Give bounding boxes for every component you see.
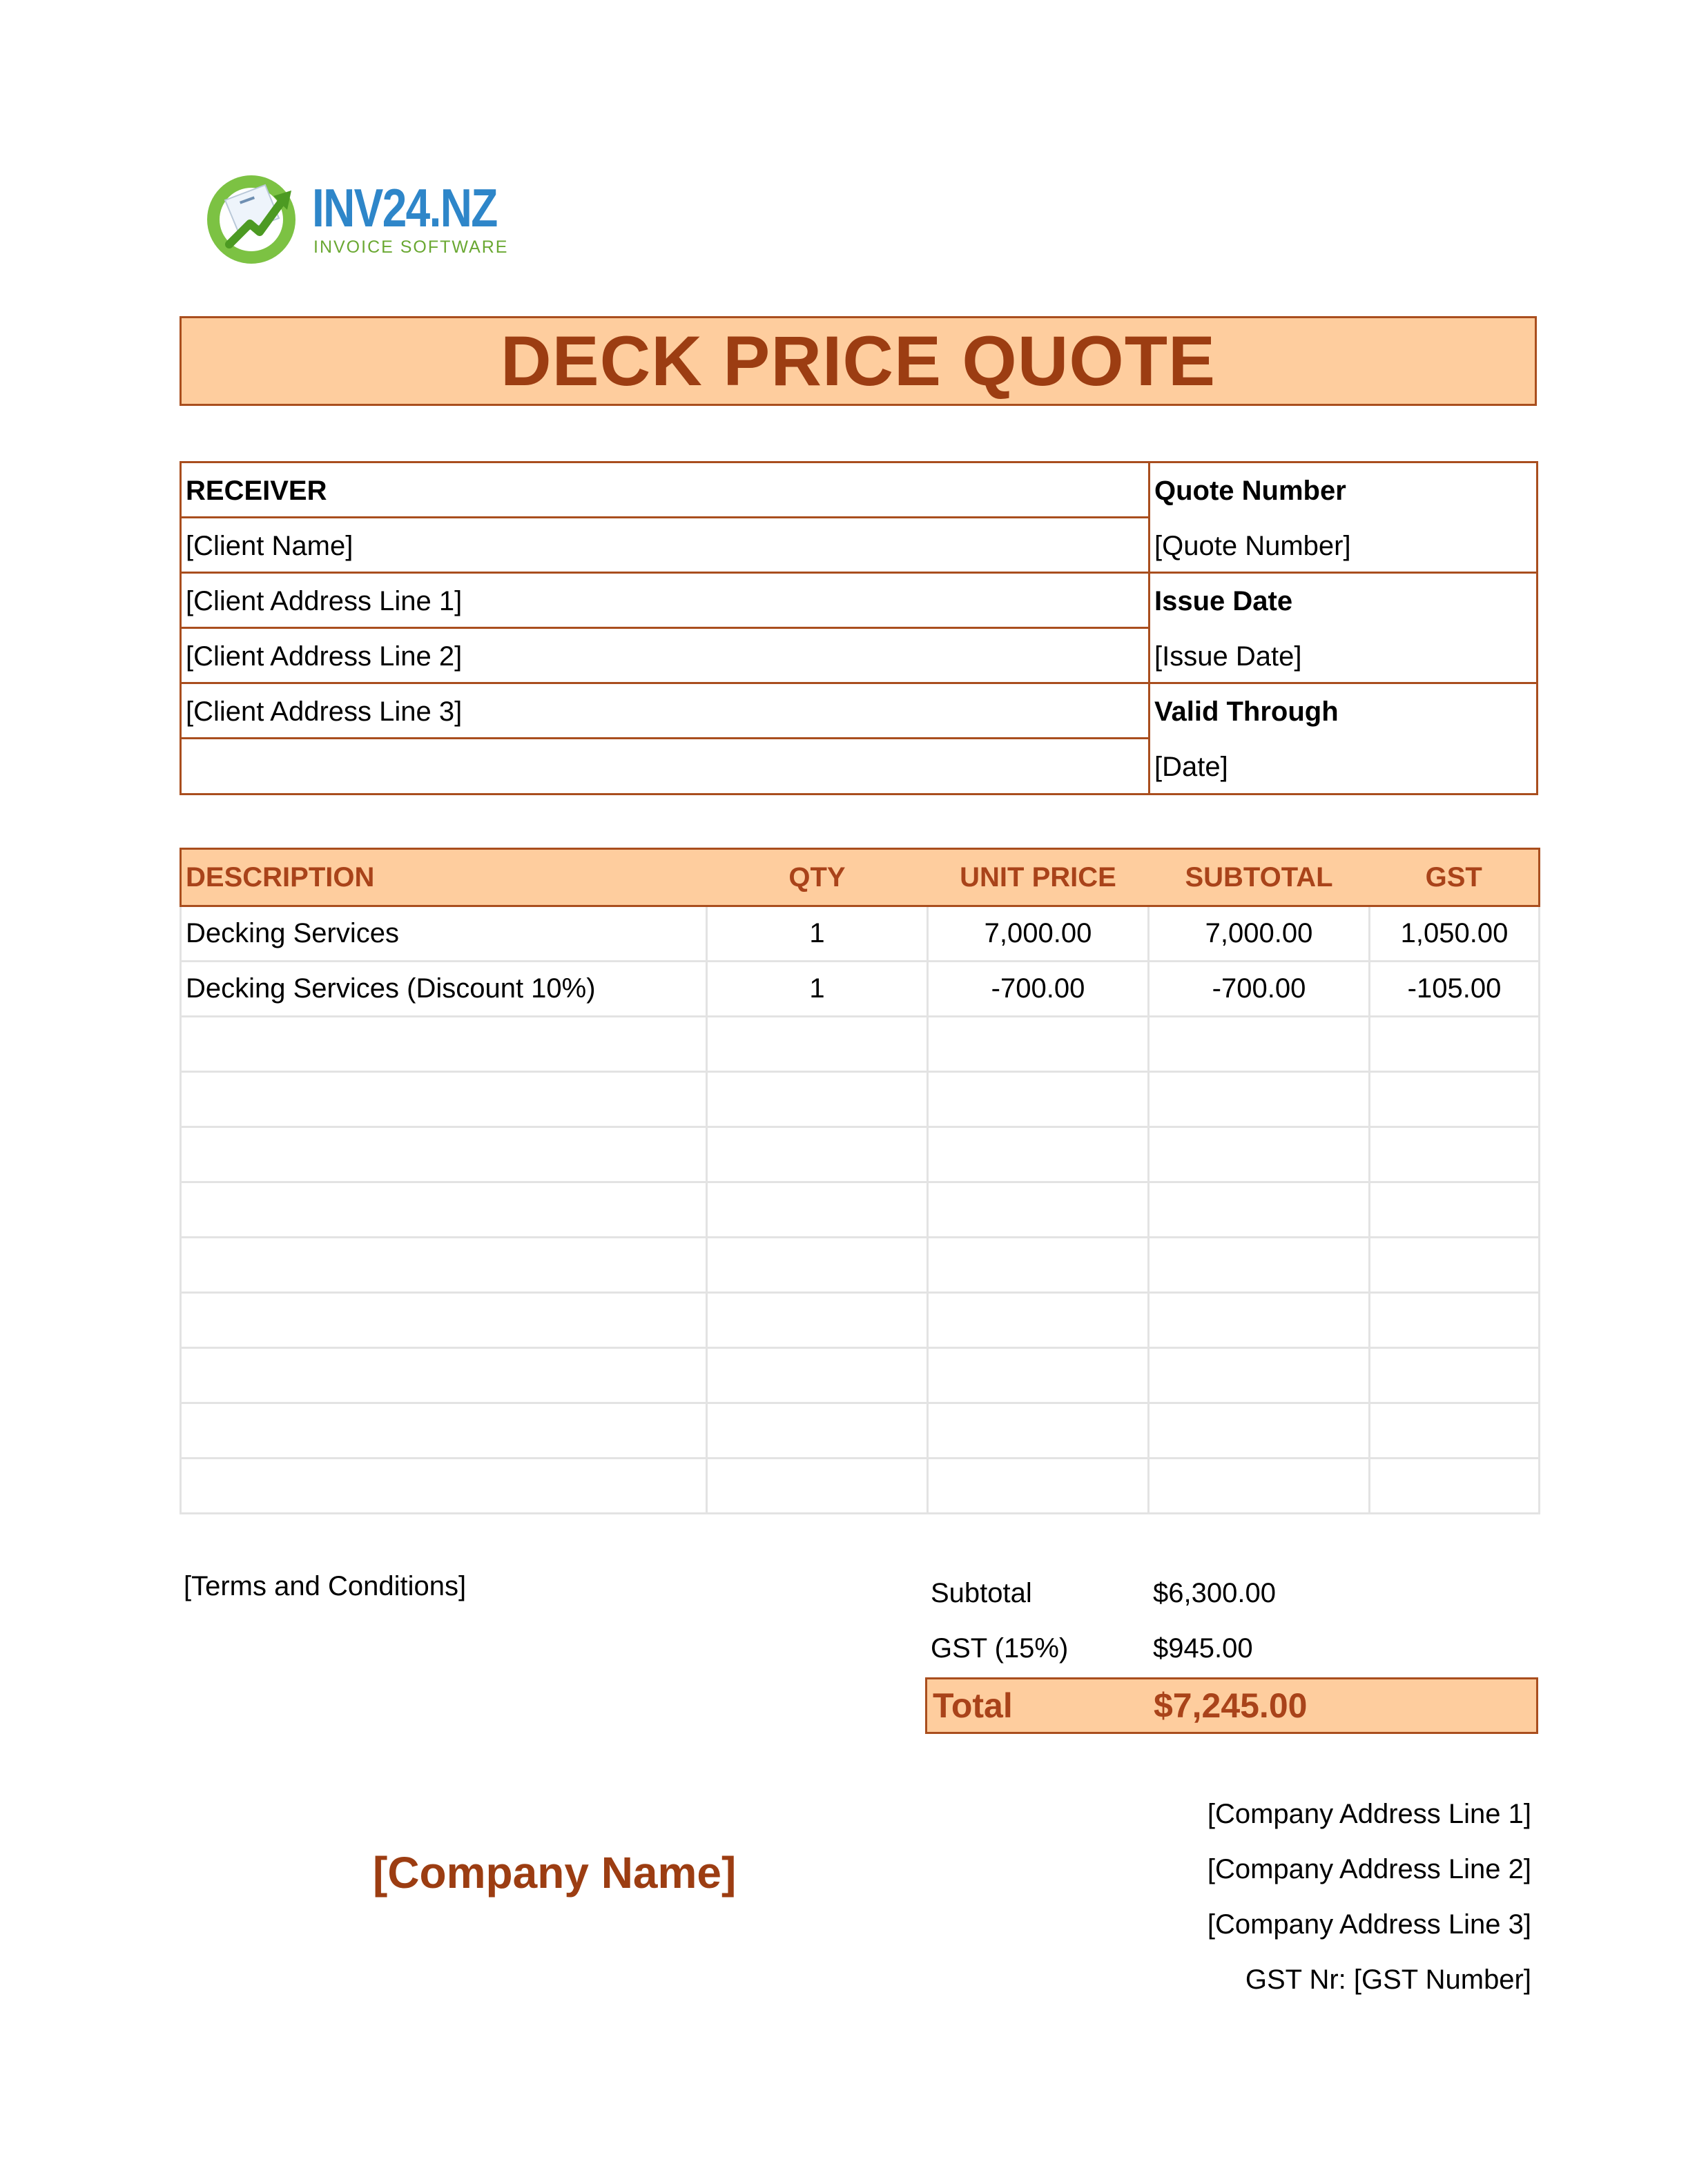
item-unit-price [928, 1017, 1149, 1072]
company-name: [Company Name] [373, 1848, 737, 1898]
client-address-line-3: [Client Address Line 3] [182, 684, 1148, 739]
company-address-line-3: [Company Address Line 3] [1207, 1909, 1531, 1940]
item-gst [1370, 1017, 1540, 1072]
item-gst [1370, 1072, 1540, 1127]
table-row [181, 906, 1540, 962]
item-unit-price [928, 1238, 1149, 1293]
item-subtotal [1149, 1017, 1370, 1072]
total-bar [925, 1677, 1538, 1734]
client-name: [Client Name] [182, 518, 1148, 574]
item-description [181, 1182, 707, 1238]
subtotal-value: $6,300.00 [1153, 1578, 1276, 1608]
logo-brand-text: INV24.NZ [312, 177, 497, 238]
item-unit-price [928, 1403, 1149, 1459]
table-row [181, 1072, 1540, 1127]
item-qty [707, 1238, 928, 1293]
item-gst [1370, 1127, 1540, 1182]
valid-through-cell [1150, 684, 1536, 794]
item-subtotal: 7,000.00 [1149, 906, 1370, 962]
company-address-line-2: [Company Address Line 2] [1207, 1854, 1531, 1884]
item-subtotal [1149, 1403, 1370, 1459]
page-title: DECK PRICE QUOTE [500, 321, 1216, 400]
item-unit-price: -700.00 [928, 962, 1149, 1017]
gst-value: $945.00 [1153, 1633, 1253, 1664]
item-subtotal: -700.00 [1149, 962, 1370, 1017]
item-qty [707, 1403, 928, 1459]
gst-label: GST (15%) [931, 1633, 1069, 1664]
item-gst [1370, 1238, 1540, 1293]
item-qty [707, 1293, 928, 1348]
logo-icon [202, 170, 305, 266]
item-gst: 1,050.00 [1370, 906, 1540, 962]
item-subtotal [1149, 1182, 1370, 1238]
item-subtotal [1149, 1238, 1370, 1293]
item-description [181, 1459, 707, 1514]
item-gst [1370, 1348, 1540, 1403]
item-subtotal [1149, 1293, 1370, 1348]
terms-and-conditions: [Terms and Conditions] [184, 1571, 467, 1601]
receiver-block [180, 461, 1538, 795]
logo-tagline: INVOICE SOFTWARE [313, 237, 509, 257]
item-subtotal [1149, 1348, 1370, 1403]
table-row [181, 962, 1540, 1017]
item-gst [1370, 1403, 1540, 1459]
quote-number-value: [Quote Number] [1154, 531, 1351, 561]
item-qty [707, 1017, 928, 1072]
item-description [181, 1072, 707, 1127]
valid-through-label: Valid Through [1154, 696, 1339, 727]
header-subtotal: SUBTOTAL [1149, 849, 1370, 906]
header-description: DESCRIPTION [181, 849, 707, 906]
receiver-heading: RECEIVER [182, 463, 1148, 518]
item-description: Decking Services (Discount 10%) [181, 962, 707, 1017]
client-address-line-1: [Client Address Line 1] [182, 574, 1148, 629]
item-description [181, 1238, 707, 1293]
table-row [181, 1348, 1540, 1403]
table-row [181, 1182, 1540, 1238]
item-description [181, 1017, 707, 1072]
header-qty: QTY [707, 849, 928, 906]
issue-date-label: Issue Date [1154, 586, 1293, 616]
item-subtotal [1149, 1072, 1370, 1127]
item-unit-price [928, 1072, 1149, 1127]
items-body [181, 906, 1540, 1514]
item-subtotal [1149, 1459, 1370, 1514]
item-qty [707, 1072, 928, 1127]
item-description [181, 1348, 707, 1403]
item-unit-price: 7,000.00 [928, 906, 1149, 962]
item-subtotal [1149, 1127, 1370, 1182]
items-table [180, 848, 1540, 1514]
header-unit-price: UNIT PRICE [928, 849, 1149, 906]
quote-number-cell [1150, 463, 1536, 574]
table-row [181, 1238, 1540, 1293]
table-row [181, 1403, 1540, 1459]
item-description [181, 1293, 707, 1348]
title-bar [180, 316, 1537, 406]
item-unit-price [928, 1348, 1149, 1403]
item-unit-price [928, 1182, 1149, 1238]
client-address-empty [182, 739, 1148, 794]
quote-number-label: Quote Number [1154, 476, 1346, 506]
item-gst [1370, 1459, 1540, 1514]
item-qty [707, 1459, 928, 1514]
table-row [181, 1459, 1540, 1514]
item-unit-price [928, 1293, 1149, 1348]
item-qty: 1 [707, 906, 928, 962]
table-row [181, 1127, 1540, 1182]
table-row [181, 1017, 1540, 1072]
item-unit-price [928, 1127, 1149, 1182]
total-value: $7,245.00 [1154, 1686, 1308, 1725]
subtotal-label: Subtotal [931, 1578, 1032, 1608]
items-header-row [181, 849, 1540, 906]
item-gst [1370, 1182, 1540, 1238]
issue-date-cell [1150, 574, 1536, 684]
item-qty [707, 1348, 928, 1403]
item-description: Decking Services [181, 906, 707, 962]
item-unit-price [928, 1459, 1149, 1514]
item-qty [707, 1127, 928, 1182]
total-label: Total [933, 1686, 1013, 1725]
item-gst: -105.00 [1370, 962, 1540, 1017]
item-description [181, 1403, 707, 1459]
company-gst-number: GST Nr: [GST Number] [1245, 1964, 1531, 1995]
issue-date-value: [Issue Date] [1154, 641, 1302, 672]
company-address-line-1: [Company Address Line 1] [1207, 1799, 1531, 1829]
item-gst [1370, 1293, 1540, 1348]
header-gst: GST [1370, 849, 1540, 906]
client-address-line-2: [Client Address Line 2] [182, 629, 1148, 684]
valid-through-value: [Date] [1154, 752, 1228, 782]
item-qty [707, 1182, 928, 1238]
table-row [181, 1293, 1540, 1348]
item-qty: 1 [707, 962, 928, 1017]
item-description [181, 1127, 707, 1182]
